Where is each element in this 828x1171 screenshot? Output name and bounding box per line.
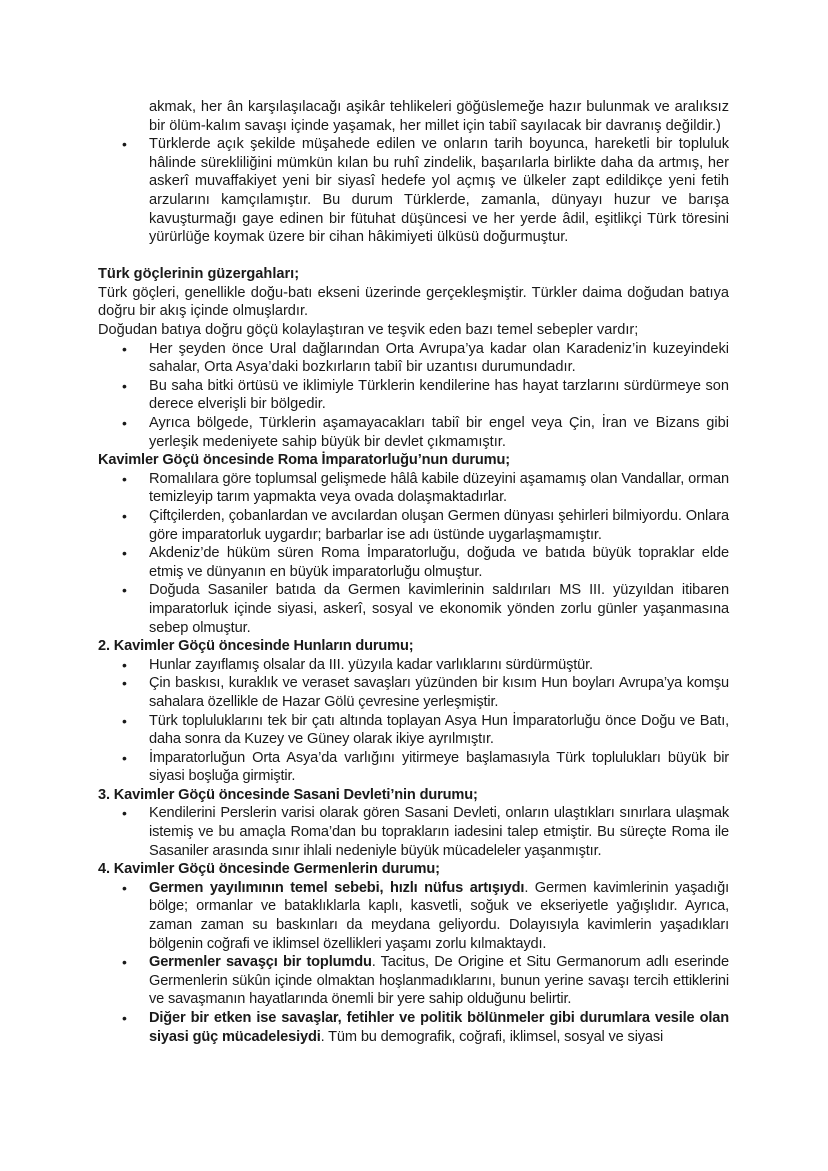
list-item-text: Romalılara göre toplumsal gelişmede hâlâ kabile düzeyini aşamamış olan Vandallar, orman temizleyip tarım yapmakta veya ovada dolaşmaktadırlar.	[149, 470, 729, 506]
bullet-icon: •	[122, 340, 127, 357]
list-item	[98, 507, 729, 544]
bullet-icon: •	[122, 1010, 127, 1026]
list-item-text: İmparatorluğun Orta Asya’da varlığını yitirmeye başlamasıyla Türk toplulukları büyük bir siyasi boşluğa girmiştir.	[149, 749, 729, 785]
routes-bullet-list	[98, 340, 729, 452]
list-item	[98, 544, 729, 581]
list-item	[98, 135, 729, 247]
section-heading-rome: Kavimler Göçü öncesinde Roma İmparatorluğu’nun durumu;	[98, 452, 510, 469]
list-item	[98, 470, 729, 507]
section-heading-huns: 2. Kavimler Göçü öncesinde Hunların durumu;	[98, 638, 414, 655]
bullet-icon: •	[122, 507, 127, 524]
sasani-bullet-list	[98, 804, 729, 860]
bullet-icon: •	[122, 656, 127, 673]
list-item-text: . Tacitus, De Origine et Situ Germanorum adlı eserinde Germenlerin sükûn içinde olmaktan hoşlanmadıklarını, bunun yerine savaşı tercih ettiklerini ve savaşmanın hayatlarında önemli bir yere sahip olduğunu belirtir.	[149, 954, 729, 1008]
rome-bullet-list	[98, 470, 729, 637]
list-item-text: Doğuda Sasaniler batıda da Germen kavimlerinin saldırıları MS III. yüzyıldan itibaren imparatorluk içinde siyasi, askerî, sosyal ve ekonomik yönden zorlu günler yaşanmasına sebep olmuştur.	[149, 582, 729, 636]
list-item-bold-lead: Diğer bir etken ise savaşlar, fetihler ve politik bölünmeler gibi durumlara vesile olan siyasi güç mücadelesiydi	[149, 1010, 729, 1045]
list-item	[98, 749, 729, 786]
list-item	[98, 414, 729, 451]
list-item-text: . Germen kavimlerinin yaşadığı bölge; ormanlar ve bataklıklarla kaplı, kasvetli, soğuk ve ekseriyetle yağışlıdır. Ayrıca, zaman zaman su baskınları da meydana geliyordu. Dolayısıyla kavimlerin yaşadıkları bölgenin coğrafi ve iklimsel özellikleri yaşamı zorlu kılmaktaydı.	[149, 879, 729, 952]
list-item	[98, 804, 729, 860]
list-item-text: . Tüm bu demografik, coğrafi, iklimsel, sosyal ve siyasi	[320, 1028, 664, 1045]
list-item-bold-lead: Germenler savaşçı bir toplumdu	[149, 954, 372, 971]
list-item-text: Hunlar zayıflamış olsalar da III. yüzyıla kadar varlıklarını sürdürmüştür.	[149, 656, 593, 673]
bullet-icon: •	[122, 712, 127, 729]
list-item-bold-lead: Germen yayılımının temel sebebi, hızlı nüfus artışıydı	[149, 879, 525, 896]
bullet-icon: •	[122, 545, 127, 562]
bullet-icon: •	[122, 675, 127, 692]
bullet-icon: •	[122, 377, 127, 394]
intro-bullet-list	[98, 135, 729, 247]
bullet-icon: •	[122, 415, 127, 431]
list-item	[98, 879, 729, 953]
bullet-icon: •	[122, 805, 127, 822]
list-item	[98, 1009, 729, 1046]
list-item-text: Çiftçilerden, çobanlardan ve avcılardan oluşan Germen dünyası şehirleri bilmiyordu. Onlara göre imparatorluk uygardır; barbarlar ise adı üstünde uygarlaşmamıştır.	[149, 507, 729, 543]
list-item-text: Türk topluluklarını tek bir çatı altında toplayan Asya Hun İmparatorluğu önce Doğu ve Batı, daha sonra da Kuzey ve Güney olarak ikiye ayrılmıştır.	[149, 712, 729, 748]
list-item	[98, 340, 729, 377]
bullet-icon: •	[122, 749, 127, 766]
bullet-icon: •	[122, 136, 127, 153]
list-item	[98, 656, 729, 675]
bullet-icon: •	[122, 879, 127, 896]
huns-bullet-list	[98, 656, 729, 786]
paragraph: Türk göçleri, genellikle doğu-batı ekseni üzerinde gerçekleşmiştir. Türkler daima doğudan batıya doğru bir akış içinde olmuşlardır.	[98, 284, 729, 320]
list-item	[98, 953, 729, 1009]
section-sasani	[98, 786, 729, 860]
section-huns	[98, 637, 729, 786]
list-item-text: Türklerde açık şekilde müşahede edilen ve onların tarih boyunca, hareketli bir topluluk hâlinde sürekliliğini mümkün kılan bu ruhî zindelik, başarılarla birlikte daha da artmış, her askerî muvaffakiyet yeni bir siyasî hedefe yol açmış ve ülkeler zapt edildikçe yeni fetih arzularını kamçılamıştır. Bu durum Türklerde, zamanla, dünyayı huzur ve barışa kavuşturmağı gaye edinen bir fütuhat düşüncesi ve her yerde âdil, eşitlikçi Türk töresini yürürlüğe koymak üzere bir cihan hâkimiyeti ülküsü doğurmuştur.	[149, 136, 729, 246]
section-heading-routes: Türk göçlerinin güzergahları;	[98, 266, 300, 283]
section-germans	[98, 860, 729, 1046]
list-item-text: Ayrıca bölgede, Türklerin aşamayacakları tabiî bir engel veya Çin, İran ve Bizans gibi yerleşik medeniyete sahip büyük bir devlet çıkmamıştır.	[149, 415, 729, 450]
continuation-paragraph: akmak, her ân karşılaşılacağı aşikâr tehlikeleri göğüslemeğe hazır bulunmak ve aralıksız bir ölüm-kalım savaşı içinde yaşamak, her millet için tabiî sayılacak bir davranış değildir.)	[149, 99, 729, 134]
list-item	[98, 674, 729, 711]
bullet-icon: •	[122, 582, 127, 599]
list-item-text: Her şeyden önce Ural dağlarından Orta Avrupa’ya kadar olan Karadeniz’in kuzeyindeki sahalar, Orta Asya’daki bozkırların tabiî bir uzantısı durumundadır.	[149, 340, 729, 376]
list-item-text: Kendilerini Perslerin varisi olarak gören Sasani Devleti, onların ulaştıkları sınırlara ulaşmak istemiş ve bu amaçla Roma’dan bu toprakların iadesini talep etmiştir. Bu süreçte Roma ile Sasaniler arasında sınır ihlali nedeniyle büyük mücadeleler yaşanmıştır.	[149, 805, 729, 859]
list-item-text: Çin baskısı, kuraklık ve veraset savaşları yüzünden bir kısım Hun boyları Avrupa’ya komşu sahalara özellikle de Hazar Gölü çevresine yerleşmiştir.	[149, 675, 729, 710]
list-item-text: Akdeniz’de hüküm süren Roma İmparatorluğu, doğuda ve batıda büyük topraklar elde etmiş ve dünyanın en büyük imparatorluğu olmuştur.	[149, 545, 729, 580]
spacer	[98, 247, 729, 266]
bullet-icon: •	[122, 954, 127, 971]
list-item-text: Bu saha bitki örtüsü ve iklimiyle Türklerin kendilerine has hayat tarzlarını sürdürmeye son derece elverişli bir bölgedir.	[149, 377, 729, 413]
section-heading-sasani: 3. Kavimler Göçü öncesinde Sasani Devleti’nin durumu;	[98, 786, 478, 803]
section-rome	[98, 451, 729, 637]
list-item	[98, 377, 729, 414]
list-item	[98, 581, 729, 637]
bullet-icon: •	[122, 470, 127, 487]
page-content	[98, 98, 729, 1046]
list-item	[98, 712, 729, 749]
paragraph: Doğudan batıya doğru göçü kolaylaştıran ve teşvik eden bazı temel sebepler vardır;	[98, 322, 639, 339]
section-heading-germans: 4. Kavimler Göçü öncesinde Germenlerin durumu;	[98, 861, 440, 878]
germans-bullet-list	[98, 879, 729, 1046]
